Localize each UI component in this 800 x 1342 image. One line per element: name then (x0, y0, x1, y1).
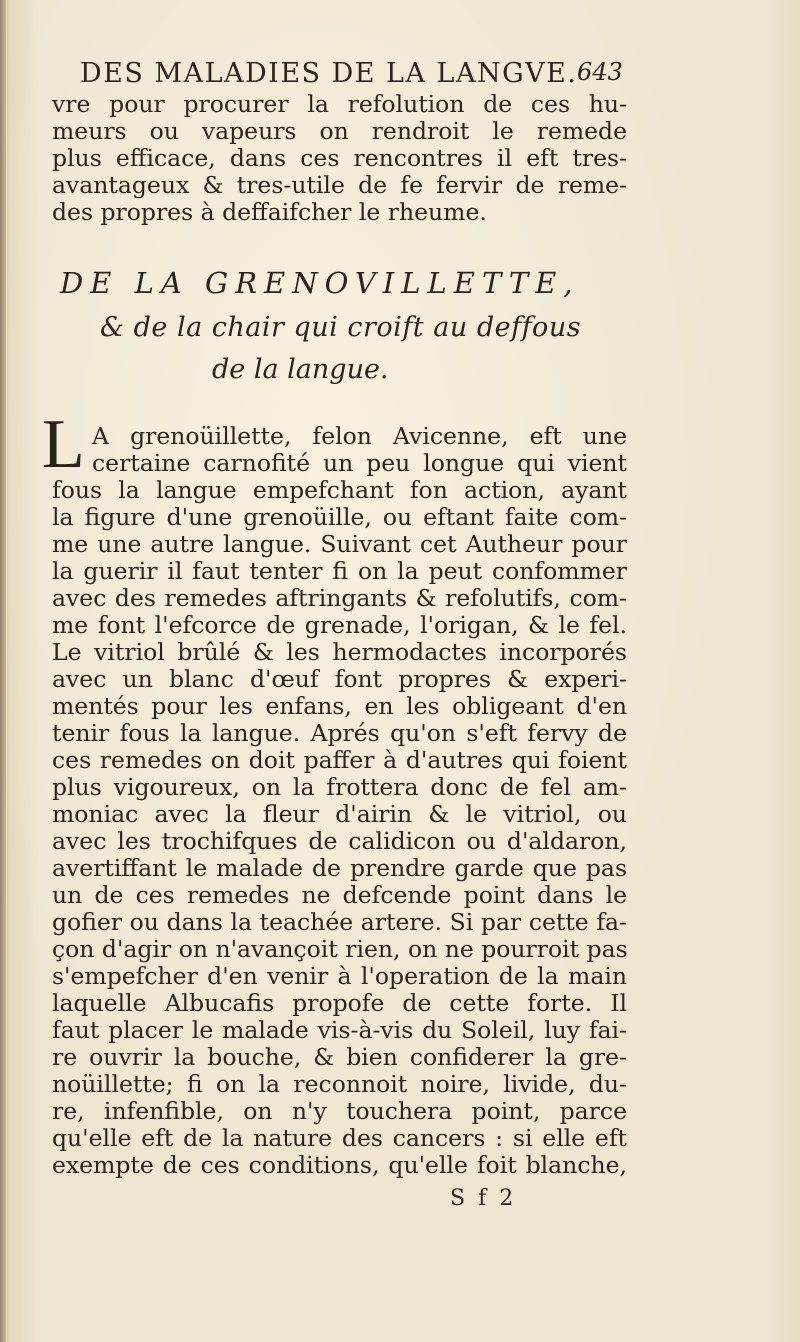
text-line: ces remedes on doit paffer à d'autres qui foient (52, 746, 627, 774)
section-title-line-2: & de la chair qui croift au deffous (100, 312, 582, 343)
text-line: noüillette; fi on la reconnoit noire, livide, du- (52, 1070, 627, 1098)
text-line: me font l'efcorce de grenade, l'origan, & le fel. (52, 611, 627, 639)
text-line: tenir fous la langue. Aprés qu'on s'eft fervy de (52, 719, 627, 747)
text-line: qu'elle eft de la nature des cancers : si elle eft (52, 1124, 627, 1152)
text-line: plus vigoureux, on la frottera donc de fel am- (52, 773, 627, 801)
text-line: des propres à deffaifcher le rheume. (52, 198, 487, 226)
text-line: Le vitriol brûlé & les hermodactes incorporés (52, 638, 627, 666)
section-title-line-3: de la langue. (212, 354, 389, 385)
text-line: exempte de ces conditions, qu'elle foit blanche, (52, 1151, 627, 1179)
text-line: re ouvrir la bouche, & bien confiderer la gre- (52, 1043, 627, 1071)
text-line: meurs ou vapeurs on rendroit le remede (52, 117, 627, 145)
text-line: mentés pour les enfans, en les obligeant d'en (52, 692, 627, 720)
text-line: avertiffant le malade de prendre garde que pas (52, 854, 627, 882)
text-line: un de ces remedes ne defcende point dans le (52, 881, 627, 909)
text-line: la guerir il faut tenter fi on la peut confommer (52, 557, 627, 585)
page-gutter-shadow (0, 0, 6, 1342)
text-line: vre pour procurer la refolution de ces hu- (52, 90, 627, 118)
text-line: faut placer le malade vis-à-vis du Soleil, luy fai- (52, 1016, 627, 1044)
text-line: la figure d'une grenoüille, ou eftant faite com- (52, 503, 627, 531)
text-line: s'empefcher d'en venir à l'operation de la main (52, 962, 627, 990)
signature-mark: S f 2 (450, 1186, 517, 1211)
page-number: 643 (577, 58, 623, 86)
text-line: A grenoüillette, felon Avicenne, eft une (92, 422, 627, 450)
text-line: avantageux & tres-utile de fe fervir de reme- (52, 171, 627, 199)
running-head: DES MALADIES DE LA LANGVE. (80, 58, 578, 89)
text-line: avec un blanc d'œuf font propres & experi- (52, 665, 627, 693)
text-line: avec des remedes aftringants & refolutifs, com- (52, 584, 627, 612)
text-line: plus efficace, dans ces rencontres il eft tres- (52, 144, 627, 172)
drop-cap: L (42, 406, 85, 483)
text-line: fous la langue empefchant fon action, ayant (52, 476, 627, 504)
section-title-line-1: DE LA GRENOVILLETTE, (60, 266, 580, 300)
text-line: avec les trochifques de calidicon ou d'aldaron, (52, 827, 627, 855)
text-line: laquelle Albucafis propofe de cette forte. Il (52, 989, 627, 1017)
text-line: gofier ou dans la teachée artere. Si par cette fa- (52, 908, 627, 936)
text-line: me une autre langue. Suivant cet Autheur pour (52, 530, 627, 558)
text-line: certaine carnofité un peu longue qui vient (92, 449, 627, 477)
text-line: re, infenfible, on n'y touchera point, parce (52, 1097, 627, 1125)
text-line: moniac avec la fleur d'airin & le vitriol, ou (52, 800, 627, 828)
text-line: çon d'agir on n'avançoit rien, on ne pourroit pas (52, 935, 628, 963)
